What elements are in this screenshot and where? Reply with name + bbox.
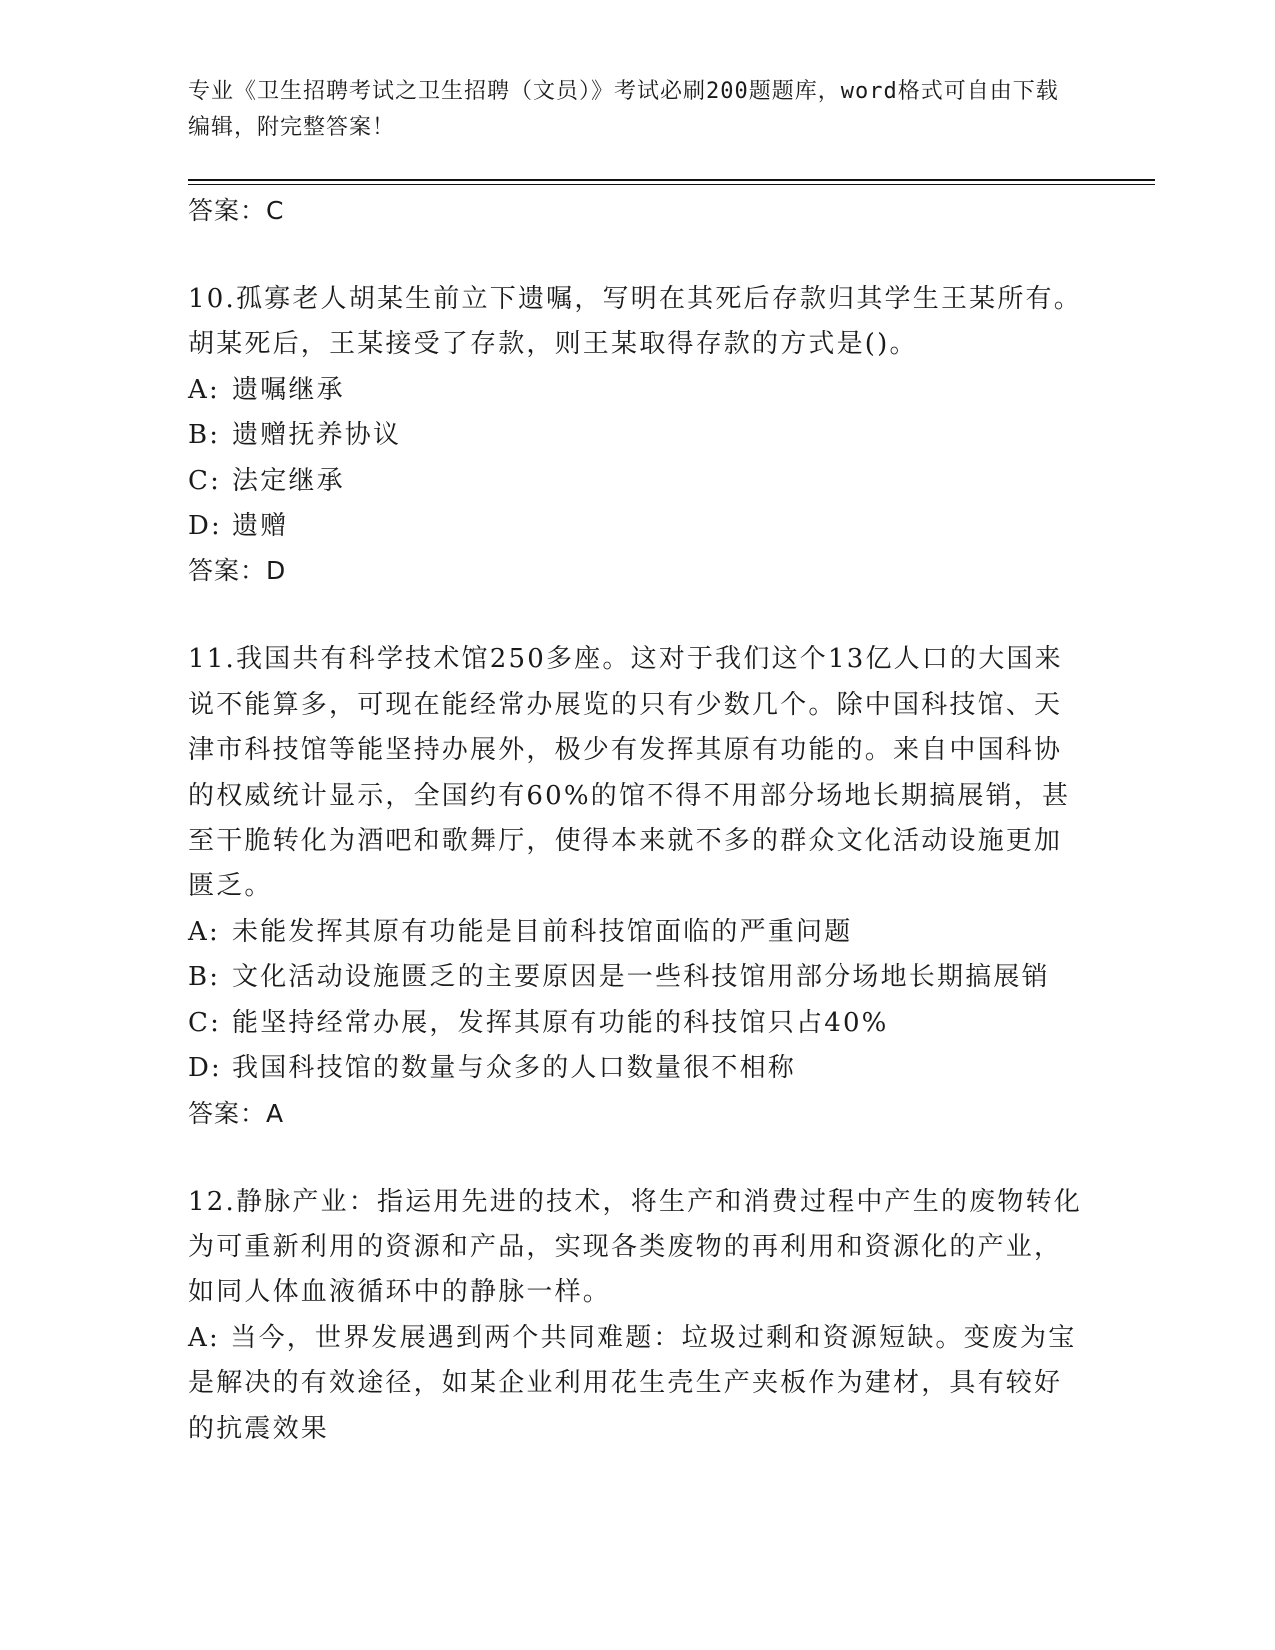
answer-line: 答案：C <box>188 196 285 225</box>
option-d <box>188 504 1088 549</box>
option-letter: D: <box>188 511 223 542</box>
option-letter: C: <box>188 1007 222 1038</box>
option-text: 当今，世界发展遇到两个共同难题：垃圾过剩和资源短缺。变废为宝是解决的有效途径，如某企业利用花生壳生产夹板作为建材，具有较好的抗震效果 <box>188 1322 1077 1444</box>
option-letter: A: <box>188 916 220 947</box>
option-b <box>188 955 1088 1000</box>
question-text: 12.静脉产业：指运用先进的技术，将生产和消费过程中产生的废物转化为可重新利用的资源和产品，实现各类废物的再利用和资源化的产业，如同人体血液循环中的静脉一样。 <box>188 1186 1082 1308</box>
document-header: 专业《卫生招聘考试之卫生招聘（文员）》考试必刷200题题库，word格式可自由下载编辑，附完整答案！ <box>188 79 1059 140</box>
option-letter: D: <box>188 1053 223 1084</box>
question-10 <box>188 277 1088 593</box>
option-text: 遗赠抚养协议 <box>232 420 402 451</box>
option-letter: B: <box>188 962 221 993</box>
option-text: 能坚持经常办展，发挥其原有功能的科技馆只占40% <box>232 1007 889 1038</box>
option-letter: C: <box>188 465 222 496</box>
question-11 <box>188 637 1088 1135</box>
answer-line: 答案：A <box>188 1098 285 1128</box>
option-c <box>188 1001 1088 1046</box>
option-letter: A: <box>188 374 220 405</box>
header-rule-thick <box>188 179 1155 181</box>
option-c <box>188 459 1088 504</box>
header-rule-thin <box>188 184 1155 185</box>
option-letter: A: <box>188 1322 220 1353</box>
option-text: 法定继承 <box>232 465 345 496</box>
option-text: 遗嘱继承 <box>232 374 345 405</box>
option-letter: B: <box>188 420 221 451</box>
document-body <box>188 189 1088 1452</box>
option-text: 未能发挥其原有功能是目前科技馆面临的严重问题 <box>232 916 853 947</box>
question-text: 10.孤寡老人胡某生前立下遗嘱，写明在其死后存款归其学生王某所有。胡某死后，王某接受了存款，则王某取得存款的方式是()。 <box>188 284 1082 360</box>
option-a <box>188 910 1088 955</box>
answer-line: 答案：D <box>188 556 287 586</box>
option-text: 我国科技馆的数量与众多的人口数量很不相称 <box>232 1053 797 1084</box>
option-a <box>188 368 1088 413</box>
option-text: 文化活动设施匮乏的主要原因是一些科技馆用部分场地长期搞展销 <box>232 962 1050 993</box>
option-text: 遗赠 <box>232 511 289 542</box>
option-a <box>188 1316 1088 1452</box>
option-d <box>188 1046 1088 1091</box>
question-text: 11.我国共有科学技术馆250多座。这对于我们这个13亿人口的大国来说不能算多，可现在能经常办展览的只有少数几个。除中国科技馆、天津市科技馆等能坚持办展外，极少有发挥其原有功能的。来自中国科协的权威统计显示，全国约有60%的馆不得不用部分场地长期搞展销，甚至干脆转化为酒吧和歌舞厅，使得本来就不多的群众文化活动设施更加匮乏。 <box>188 644 1071 902</box>
option-b <box>188 413 1088 458</box>
question-12 <box>188 1180 1088 1452</box>
